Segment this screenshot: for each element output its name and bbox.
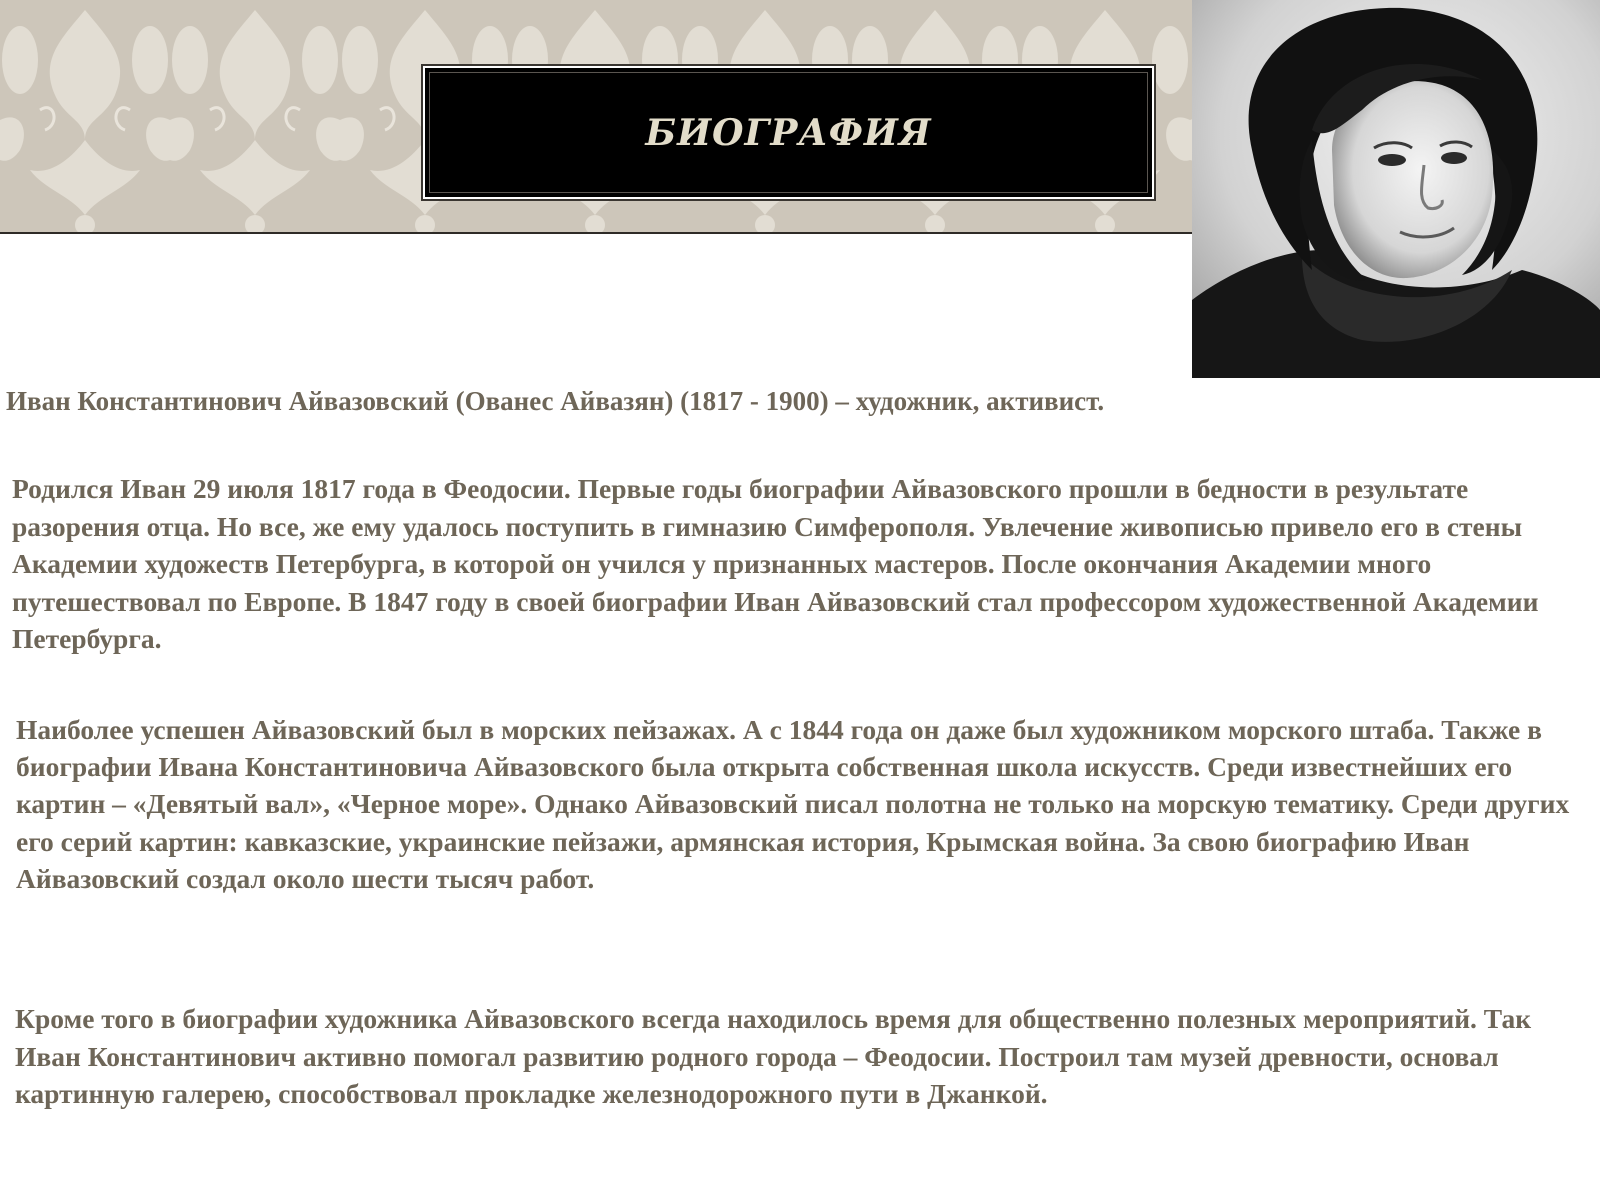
portrait-photo	[1192, 0, 1600, 378]
paragraph-public-work: Кроме того в биографии художника Айвазовского всегда находилось время для общественно полезных мероприятий. Так Иван Константинович активно помогал развитию родного города – Феодосии. Построил там музей древности, основал картинную галерею, способствовал прокладке железнодорожного пути в Джанкой.	[15, 1003, 1532, 1109]
paragraph-early-life: Родился Иван 29 июля 1817 года в Феодосии. Первые годы биографии Айвазовского прошли в бедности в результате разорения отца. Но все, же ему удалось поступить в гимназию Симферополя. Увлечение живописью привело его в стены Академии художеств Петербурга, в которой он учился у признанных мастеров. После окончания Академии много путешествовал по Европе. В 1847 году в своей биографии Иван Айвазовский стал профессором художественной Академии Петербурга.	[12, 473, 1539, 654]
page-title: БИОГРАФИЯ	[645, 111, 932, 154]
title-box	[423, 66, 1154, 199]
portrait-illustration	[1192, 0, 1600, 378]
intro-text: Иван Константинович Айвазовский (Ованес Айвазян) (1817 - 1900) – художник, активист.	[6, 386, 1105, 416]
paragraph-career: Наиболее успешен Айвазовский был в морских пейзажах. А с 1844 года он даже был художником морского штаба. Также в биографии Ивана Константиновича Айвазовского была открыта собственная школа искусств. Среди известнейших его картин – «Девятый вал», «Черное море». Однако Айвазовский писал полотна не только на морскую тематику. Среди других его серий картин: кавказские, украинские пейзажи, армянская история, Крымская война. За свою биографию Иван Айвазовский создал около шести тысяч работ.	[16, 714, 1570, 894]
